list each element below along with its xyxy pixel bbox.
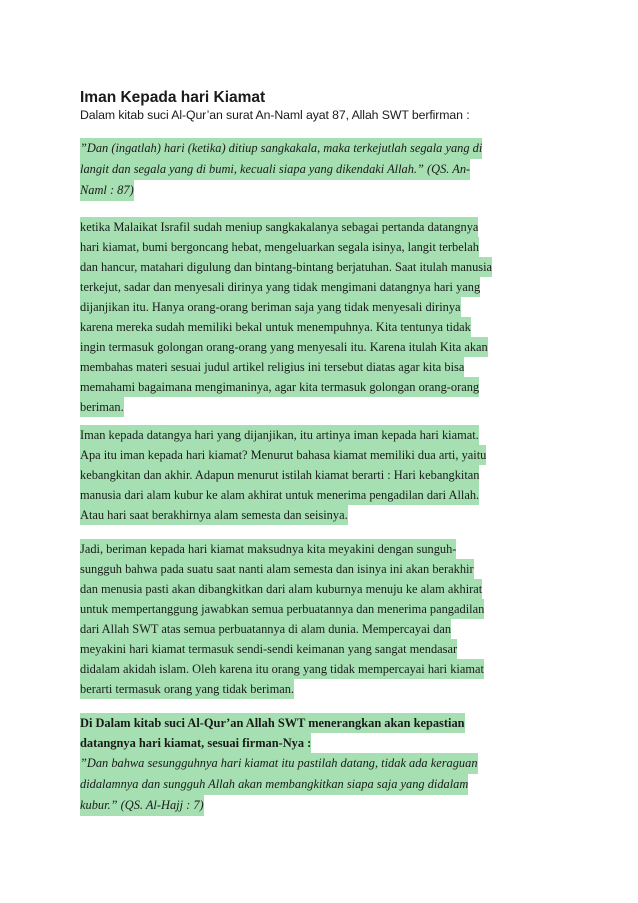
section-heading (80, 713, 566, 753)
paragraph-line: didalam akidah islam. Oleh karena itu orang yang tidak mempercayai hari kiamat (80, 659, 484, 679)
paragraph-line: beriman. (80, 397, 124, 417)
paragraph-line: untuk mempertanggung jawabkan semua perbuatannya dan menerima pangadilan (80, 599, 484, 619)
paragraph-line: ketika Malaikat Israfil sudah meniup sangkakalanya sebagai pertanda datangnya (80, 217, 478, 237)
paragraph-line: dan menusia pasti akan dibangkitkan dari alam kuburnya menuju ke alam akhirat (80, 579, 482, 599)
paragraph-line: berarti termasuk orang yang tidak beriman. (80, 679, 294, 699)
quote-al-hajj (80, 753, 566, 816)
document-title: Iman Kepada hari Kiamat (80, 89, 266, 106)
quote-an-naml (80, 138, 566, 201)
paragraph-line: terkejut, sadar dan menyesali dirinya yang tidak mengimani datangnya hari yang (80, 277, 480, 297)
paragraph-line: Jadi, beriman kepada hari kiamat maksudnya kita meyakini dengan sunguh- (80, 539, 456, 559)
paragraph-line: ingin termasuk golongan orang-orang yang menyesali itu. Karena itulah Kita akan (80, 337, 488, 357)
paragraph-line: meyakini hari kiamat termasuk sendi-sendi keimanan yang sangat mendasar (80, 639, 457, 659)
paragraph-line: sungguh bahwa pada suatu saat nanti alam semesta dan isinya ini akan berakhir (80, 559, 474, 579)
paragraph-line: Apa itu iman kepada hari kiamat? Menurut bahasa kiamat memiliki dua arti, yaitu (80, 445, 486, 465)
quote-line: kubur.” (QS. Al-Hajj : 7) (80, 795, 204, 816)
paragraph-line: hari kiamat, bumi bergoncang hebat, mengeluarkan segala isinya, langit terbelah (80, 237, 479, 257)
paragraph-line: karena mereka sudah memiliki bekal untuk menempuhnya. Kita tentunya tidak (80, 317, 471, 337)
heading-line: Di Dalam kitab suci Al-Qur’an Allah SWT menerangkan akan kepastian (80, 713, 465, 733)
paragraph-line: dijanjikan itu. Hanya orang-orang beriman saja yang tidak menyesali dirinya (80, 297, 461, 317)
quote-line: ”Dan (ingatlah) hari (ketika) ditiup sangkakala, maka terkejutlah segala yang di (80, 138, 482, 159)
quote-line: didalamnya dan sungguh Allah akan membangkitkan siapa saja yang didalam (80, 774, 468, 795)
document-page (80, 88, 566, 816)
paragraph-israfil (80, 217, 566, 417)
paragraph-line: dan hancur, matahari digulung dan bintang-bintang berjatuhan. Saat itulah manusia (80, 257, 492, 277)
paragraph-line: dari Allah SWT atas semua perbuatannya di alam dunia. Mempercayai dan (80, 619, 451, 639)
paragraph-belief (80, 539, 566, 699)
quote-line: Naml : 87) (80, 180, 134, 201)
paragraph-line: membahas materi sesuai judul artikel religius ini tersebut diatas agar kita bisa (80, 357, 464, 377)
paragraph-definition (80, 425, 566, 525)
intro-line: Dalam kitab suci Al-Qur’an surat An-Naml ayat 87, Allah SWT berfirman : (80, 108, 470, 122)
paragraph-line: kebangkitan dan akhir. Adapun menurut istilah kiamat berarti : Hari kebangkitan (80, 465, 479, 485)
paragraph-line: manusia dari alam kubur ke alam akhirat untuk menerima pengadilan dari Allah. (80, 485, 479, 505)
paragraph-line: memahami bagaimana mengimaninya, agar kita termasuk golongan orang-orang (80, 377, 479, 397)
heading-line: datangnya hari kiamat, sesuai firman-Nya : (80, 733, 311, 753)
paragraph-line: Atau hari saat berakhirnya alam semesta dan seisinya. (80, 505, 348, 525)
quote-line: ”Dan bahwa sesungguhnya hari kiamat itu pastilah datang, tidak ada keraguan (80, 753, 478, 774)
paragraph-line: Iman kepada datangya hari yang dijanjikan, itu artinya iman kepada hari kiamat. (80, 425, 479, 445)
quote-line: langit dan segala yang di bumi, kecuali siapa yang dikendaki Allah.” (QS. An- (80, 159, 470, 180)
